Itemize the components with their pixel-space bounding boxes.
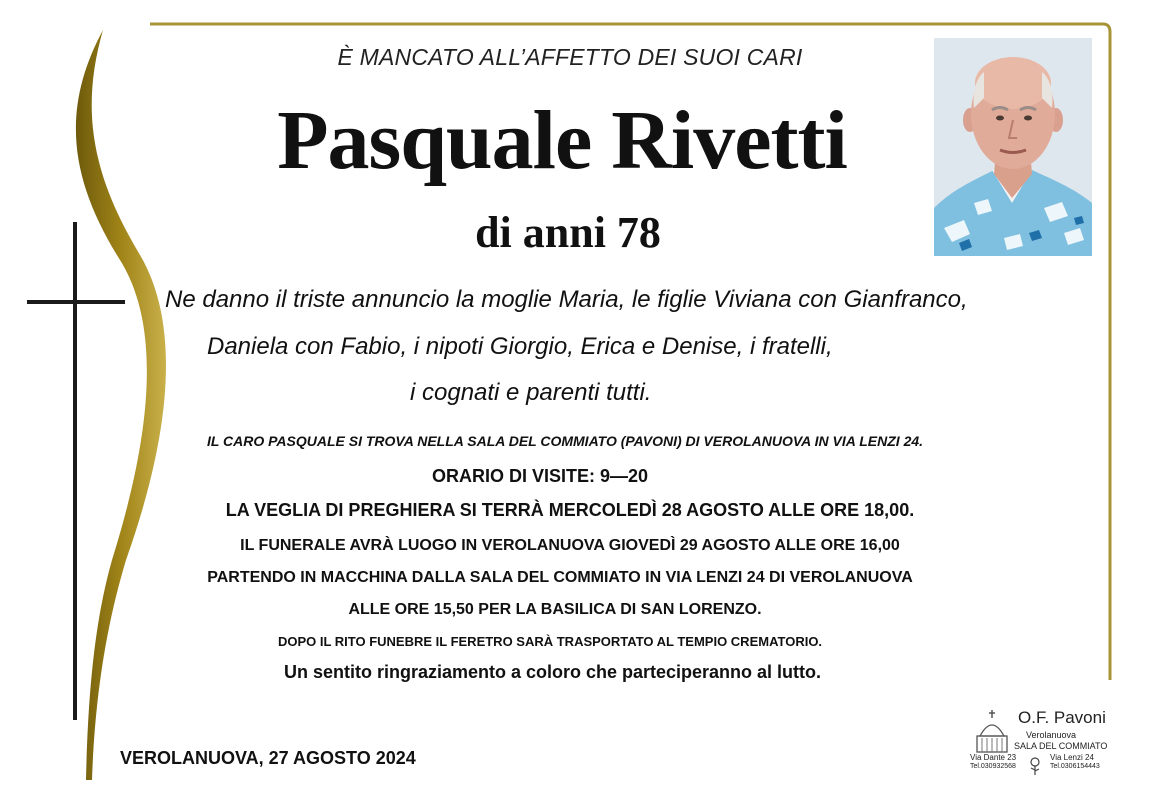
- deceased-age: di anni 78: [475, 208, 661, 257]
- announcement-line-2: Daniela con Fabio, i nipoti Giorgio, Erica e Denise, i fratelli,: [207, 333, 833, 360]
- deceased-name: Pasquale Rivetti: [277, 94, 847, 187]
- agency-address-2: Via Lenzi 24: [1050, 753, 1094, 762]
- agency-logo: [970, 706, 1108, 778]
- announcement-line-1: Ne danno il triste annuncio la moglie Maria, le figlie Viviana con Gianfranco,: [165, 286, 968, 313]
- portrait-photo: [934, 38, 1092, 256]
- agency-phone-1: Tel.030932568: [970, 763, 1016, 770]
- funeral-line-3: ALLE ORE 15,50 PER LA BASILICA DI SAN LORENZO.: [348, 601, 762, 618]
- basilica-icon: [972, 708, 1012, 756]
- cross-vertical: [73, 222, 77, 720]
- cremation-text: DOPO IL RITO FUNEBRE IL FERETRO SARÀ TRASPORTATO AL TEMPIO CREMATORIO.: [277, 634, 823, 649]
- agency-town: Verolanuova: [1026, 730, 1077, 740]
- intro-heading: È MANCATO ALL’AFFETTO DEI SUOI CARI: [337, 44, 803, 70]
- funeral-line-1: IL FUNERALE AVRÀ LUOGO IN VEROLANUOVA GIOVEDÌ 29 AGOSTO ALLE ORE 16,00: [240, 537, 900, 554]
- location-text: IL CARO PASQUALE SI TROVA NELLA SALA DEL COMMIATO (PAVONI) DI VEROLANUOVA IN VIA LENZI 24.: [206, 433, 924, 449]
- agency-phone-2: Tel.0306154443: [1050, 763, 1100, 770]
- agency-name: O.F. Pavoni: [1018, 708, 1106, 727]
- vigil-text: LA VEGLIA DI PREGHIERA SI TERRÀ MERCOLEDÌ 28 AGOSTO ALLE ORE 18,00.: [225, 500, 915, 520]
- agency-hall: SALA DEL COMMIATO: [1014, 741, 1108, 751]
- cross-horizontal: [27, 300, 125, 304]
- funeral-line-2: PARTENDO IN MACCHINA DALLA SALA DEL COMMIATO IN VIA LENZI 24 DI VEROLANUOVA: [207, 569, 913, 586]
- notice-date: VEROLANUOVA, 27 AGOSTO 2024: [120, 748, 416, 768]
- rose-icon: [1025, 756, 1045, 776]
- visit-hours: ORARIO DI VISITE: 9—20: [431, 466, 649, 486]
- announcement-line-3: i cognati e parenti tutti.: [410, 379, 652, 406]
- thanks-text: Un sentito ringraziamento a coloro che parteciperanno al lutto.: [283, 662, 822, 682]
- agency-address-1: Via Dante 23: [970, 753, 1017, 762]
